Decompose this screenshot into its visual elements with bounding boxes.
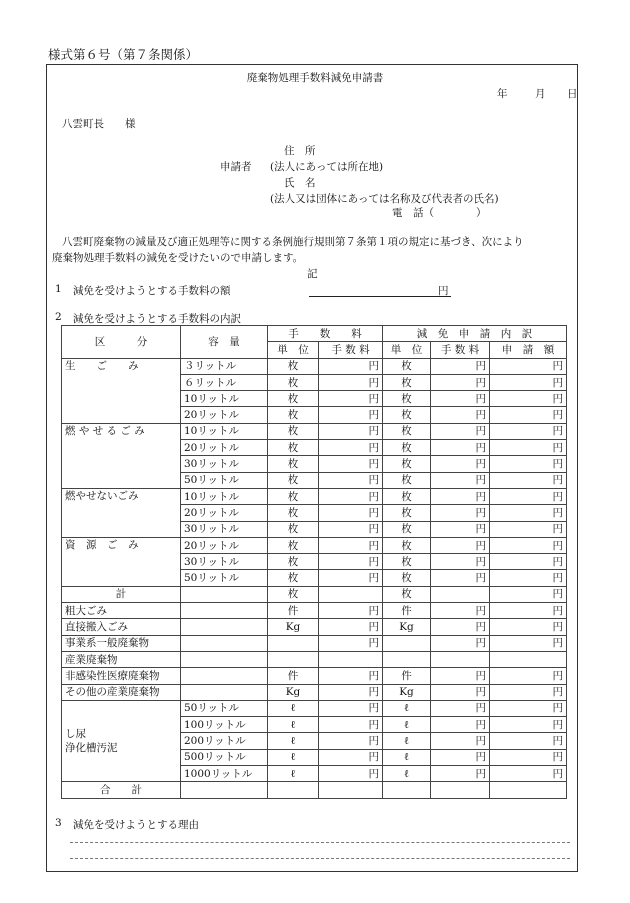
fee: 円 <box>319 668 383 684</box>
fee: 円 <box>319 440 383 456</box>
volume <box>181 651 268 667</box>
apply-amount: 円 <box>490 700 567 716</box>
fee: 円 <box>319 505 383 521</box>
apply-amount: 円 <box>490 733 567 749</box>
unit: 枚 <box>268 488 319 504</box>
exempt-fee <box>431 651 490 667</box>
exempt-fee: 円 <box>431 635 490 651</box>
header-exempt-fee: 手 数 料 <box>431 342 490 358</box>
table-row <box>62 603 567 619</box>
exempt-fee: 円 <box>431 570 490 586</box>
unit <box>268 782 319 798</box>
table-row <box>62 537 567 553</box>
exempt-unit: 枚 <box>383 423 431 439</box>
fee: 円 <box>319 472 383 488</box>
unit <box>268 635 319 651</box>
fee: 円 <box>319 521 383 537</box>
exempt-fee: 円 <box>431 619 490 635</box>
unit: ℓ <box>268 749 319 765</box>
volume: 200リットル <box>181 733 268 749</box>
unit: 枚 <box>268 358 319 374</box>
exempt-unit: Kg <box>383 619 431 635</box>
header-volume: 容 量 <box>181 326 268 359</box>
unit: 枚 <box>268 570 319 586</box>
fee: 円 <box>319 488 383 504</box>
fee <box>319 586 383 602</box>
volume: 30リットル <box>181 521 268 537</box>
total-row <box>62 782 567 798</box>
exempt-unit: 枚 <box>383 472 431 488</box>
phone-label: 電 話（ ） <box>392 207 487 219</box>
fee: 円 <box>319 407 383 423</box>
form-number-label: 様式第６号（第７条関係） <box>48 47 199 62</box>
header-unit: 単 位 <box>268 342 319 358</box>
exempt-fee: 円 <box>431 423 490 439</box>
table-row <box>62 700 567 716</box>
exempt-unit: ℓ <box>383 700 431 716</box>
exempt-unit <box>383 651 431 667</box>
apply-amount: 円 <box>490 407 567 423</box>
item1-yen: 円 <box>438 285 449 297</box>
name-label: 氏 名 <box>284 177 316 189</box>
exempt-fee: 円 <box>431 407 490 423</box>
unit: 件 <box>268 603 319 619</box>
volume: 50リットル <box>181 472 268 488</box>
exempt-unit: 枚 <box>383 456 431 472</box>
unit: 枚 <box>268 374 319 390</box>
exempt-unit: 枚 <box>383 570 431 586</box>
apply-amount: 円 <box>490 717 567 733</box>
item1-amount-line <box>309 296 451 297</box>
exempt-fee: 円 <box>431 749 490 765</box>
exempt-fee: 円 <box>431 488 490 504</box>
table-row <box>62 635 567 651</box>
fee: 円 <box>319 554 383 570</box>
item1-label: 減免を受けようとする手数料の額 <box>73 285 231 297</box>
exempt-fee: 円 <box>431 440 490 456</box>
apply-amount: 円 <box>490 521 567 537</box>
unit: Kg <box>268 684 319 700</box>
apply-amount: 円 <box>490 374 567 390</box>
fee: 円 <box>319 358 383 374</box>
apply-amount: 円 <box>490 570 567 586</box>
exempt-fee <box>431 586 490 602</box>
volume: ６リットル <box>181 374 268 390</box>
apply-amount: 円 <box>490 749 567 765</box>
fee <box>319 651 383 667</box>
apply-amount <box>490 782 567 798</box>
table-row <box>62 619 567 635</box>
date-day: 日 <box>567 88 578 100</box>
body-text-line1: 八雲町廃棄物の減量及び適正処理等に関する条例施行規則第７条第１項の規定に基づき、次により <box>62 236 524 248</box>
exempt-fee: 円 <box>431 766 490 782</box>
septic-sludge-label: 浄化槽汚泥 <box>65 742 118 755</box>
exempt-unit: Kg <box>383 684 431 700</box>
exempt-unit: 枚 <box>383 488 431 504</box>
header-fee-amount: 手 数 料 <box>319 342 383 358</box>
volume: 20リットル <box>181 440 268 456</box>
exempt-fee: 円 <box>431 537 490 553</box>
exempt-fee: 円 <box>431 358 490 374</box>
exempt-unit <box>383 635 431 651</box>
volume <box>181 635 268 651</box>
table-row <box>62 668 567 684</box>
header-exemption: 減 免 申 請 内 訳 <box>383 326 567 342</box>
volume: 100リットル <box>181 717 268 733</box>
unit: 枚 <box>268 423 319 439</box>
volume: 10リットル <box>181 423 268 439</box>
fee: 円 <box>319 423 383 439</box>
unit: ℓ <box>268 717 319 733</box>
category-business-general: 事業系一般廃棄物 <box>62 635 181 651</box>
unit: 枚 <box>268 537 319 553</box>
unit: 枚 <box>268 472 319 488</box>
category-bulky: 粗大ごみ <box>62 603 181 619</box>
exempt-fee: 円 <box>431 603 490 619</box>
exempt-fee: 円 <box>431 684 490 700</box>
exempt-unit: ℓ <box>383 733 431 749</box>
exempt-unit: ℓ <box>383 766 431 782</box>
volume: 30リットル <box>181 456 268 472</box>
table-header-row <box>62 326 567 342</box>
fee: 円 <box>319 619 383 635</box>
fee: 円 <box>319 717 383 733</box>
exempt-unit: 枚 <box>383 391 431 407</box>
unit: ℓ <box>268 700 319 716</box>
unit: 枚 <box>268 521 319 537</box>
category-non-burnable: 燃やせないごみ <box>62 488 181 537</box>
exempt-fee: 円 <box>431 505 490 521</box>
category-night-soil <box>62 700 181 781</box>
volume <box>181 619 268 635</box>
category-burnable: 燃 や せ る ご み <box>62 423 181 488</box>
table-row <box>62 488 567 504</box>
category-other-industrial: その他の産業廃棄物 <box>62 684 181 700</box>
date-year: 年 <box>497 88 508 100</box>
exempt-unit <box>383 782 431 798</box>
exempt-fee: 円 <box>431 717 490 733</box>
header-apply-amount: 申 請 額 <box>490 342 567 358</box>
item1-number: 1 <box>55 283 62 295</box>
item2-label: 減免を受けようとする手数料の内訳 <box>73 313 241 325</box>
applicant-label: 申請者 <box>220 161 252 173</box>
subtotal-label: 計 <box>62 586 181 602</box>
volume <box>181 782 268 798</box>
night-soil-label: し尿 <box>65 728 86 741</box>
exempt-unit: 件 <box>383 603 431 619</box>
apply-amount: 円 <box>490 488 567 504</box>
document-title: 廃棄物処理手数料減免申請書 <box>246 72 384 84</box>
fee: 円 <box>319 700 383 716</box>
fee: 円 <box>319 374 383 390</box>
exempt-fee <box>431 782 490 798</box>
exempt-unit: ℓ <box>383 717 431 733</box>
fee: 円 <box>319 766 383 782</box>
volume: 10リットル <box>181 391 268 407</box>
exempt-unit: 枚 <box>383 521 431 537</box>
fee-breakdown-table <box>61 325 567 799</box>
exempt-fee: 円 <box>431 456 490 472</box>
volume: 30リットル <box>181 554 268 570</box>
volume <box>181 586 268 602</box>
category-raw-garbage: 生 ご み <box>62 358 181 423</box>
category-direct-delivery: 直接搬入ごみ <box>62 619 181 635</box>
unit: ℓ <box>268 733 319 749</box>
table-row <box>62 358 567 374</box>
category-non-infectious-medical: 非感染性医療廃棄物 <box>62 668 181 684</box>
fee: 円 <box>319 733 383 749</box>
apply-amount <box>490 651 567 667</box>
unit: 枚 <box>268 554 319 570</box>
apply-amount: 円 <box>490 423 567 439</box>
exempt-fee: 円 <box>431 700 490 716</box>
reason-line <box>70 858 570 859</box>
exempt-unit: 枚 <box>383 554 431 570</box>
volume <box>181 668 268 684</box>
exempt-unit: ℓ <box>383 749 431 765</box>
unit: 件 <box>268 668 319 684</box>
apply-amount: 円 <box>490 586 567 602</box>
apply-amount: 円 <box>490 505 567 521</box>
exempt-unit: 枚 <box>383 440 431 456</box>
exempt-fee: 円 <box>431 374 490 390</box>
volume: 50リットル <box>181 570 268 586</box>
apply-amount: 円 <box>490 635 567 651</box>
total-label: 合 計 <box>62 782 181 798</box>
apply-amount: 円 <box>490 537 567 553</box>
ki-heading: 記 <box>307 268 318 280</box>
exempt-fee: 円 <box>431 521 490 537</box>
item3-label: 減免を受けようとする理由 <box>73 819 199 831</box>
unit: Kg <box>268 619 319 635</box>
fee: 円 <box>319 603 383 619</box>
exempt-unit: 枚 <box>383 358 431 374</box>
unit: 枚 <box>268 456 319 472</box>
apply-amount: 円 <box>490 554 567 570</box>
subtotal-row <box>62 586 567 602</box>
apply-amount: 円 <box>490 603 567 619</box>
apply-amount: 円 <box>490 358 567 374</box>
fee: 円 <box>319 391 383 407</box>
fee <box>319 782 383 798</box>
exempt-unit: 枚 <box>383 374 431 390</box>
exempt-fee: 円 <box>431 472 490 488</box>
item3-number: 3 <box>55 817 62 829</box>
apply-amount: 円 <box>490 440 567 456</box>
apply-amount: 円 <box>490 766 567 782</box>
volume <box>181 684 268 700</box>
header-fee: 手 数 料 <box>268 326 383 342</box>
unit: 枚 <box>268 586 319 602</box>
unit: 枚 <box>268 440 319 456</box>
exempt-unit: 枚 <box>383 537 431 553</box>
fee: 円 <box>319 537 383 553</box>
table-row <box>62 651 567 667</box>
addressee: 八雲町長 様 <box>62 118 136 130</box>
date-month: 月 <box>535 88 546 100</box>
apply-amount: 円 <box>490 619 567 635</box>
category-recyclable: 資 源 ご み <box>62 537 181 586</box>
apply-amount: 円 <box>490 472 567 488</box>
unit: 枚 <box>268 505 319 521</box>
apply-amount: 円 <box>490 456 567 472</box>
table-row <box>62 684 567 700</box>
address-note: (法人にあっては所在地) <box>270 161 384 173</box>
volume: 10リットル <box>181 488 268 504</box>
volume: 20リットル <box>181 407 268 423</box>
volume: 500リットル <box>181 749 268 765</box>
fee: 円 <box>319 635 383 651</box>
exempt-unit: 枚 <box>383 586 431 602</box>
header-category: 区 分 <box>62 326 181 359</box>
unit: 枚 <box>268 407 319 423</box>
exempt-fee: 円 <box>431 554 490 570</box>
apply-amount: 円 <box>490 684 567 700</box>
exempt-unit: 件 <box>383 668 431 684</box>
item2-number: 2 <box>55 311 62 323</box>
fee: 円 <box>319 684 383 700</box>
table-row <box>62 423 567 439</box>
exempt-unit: 枚 <box>383 407 431 423</box>
volume: 20リットル <box>181 505 268 521</box>
unit: 枚 <box>268 391 319 407</box>
exempt-unit: 枚 <box>383 505 431 521</box>
unit: ℓ <box>268 766 319 782</box>
category-industrial: 産業廃棄物 <box>62 651 181 667</box>
exempt-fee: 円 <box>431 668 490 684</box>
volume: 1000リットル <box>181 766 268 782</box>
apply-amount: 円 <box>490 668 567 684</box>
fee: 円 <box>319 749 383 765</box>
volume: 20リットル <box>181 537 268 553</box>
volume: 50リットル <box>181 700 268 716</box>
address-label: 住 所 <box>284 145 316 157</box>
unit <box>268 651 319 667</box>
volume: ３リットル <box>181 358 268 374</box>
fee: 円 <box>319 456 383 472</box>
body-text-line2: 廃棄物処理手数料の減免を受けたいので申請します。 <box>52 252 304 264</box>
volume <box>181 603 268 619</box>
fee: 円 <box>319 570 383 586</box>
apply-amount: 円 <box>490 391 567 407</box>
name-note: (法人又は団体にあっては名称及び代表者の氏名) <box>270 193 499 205</box>
exempt-fee: 円 <box>431 733 490 749</box>
exempt-fee: 円 <box>431 391 490 407</box>
header-exempt-unit: 単 位 <box>383 342 431 358</box>
reason-line <box>70 842 570 843</box>
